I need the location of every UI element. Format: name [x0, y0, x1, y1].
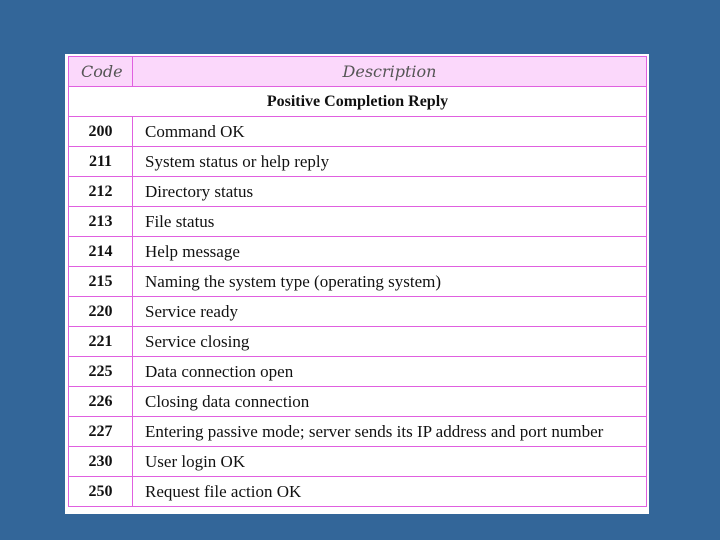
- reply-description: Service closing: [133, 327, 647, 357]
- table-row: [69, 357, 647, 387]
- table-row: [69, 297, 647, 327]
- reply-code: 220: [69, 297, 133, 327]
- table-row: [69, 327, 647, 357]
- table-row: [69, 147, 647, 177]
- table-row: [69, 207, 647, 237]
- table-row: [69, 117, 647, 147]
- table-header-row: [69, 57, 647, 87]
- reply-description: Data connection open: [133, 357, 647, 387]
- reply-code: 227: [69, 417, 133, 447]
- reply-code: 230: [69, 447, 133, 477]
- header-description: Description: [133, 57, 647, 87]
- reply-description: System status or help reply: [133, 147, 647, 177]
- reply-code: 212: [69, 177, 133, 207]
- slide-panel: [65, 54, 649, 514]
- ftp-reply-codes-table: [68, 56, 647, 507]
- table-row: [69, 237, 647, 267]
- reply-code: 211: [69, 147, 133, 177]
- reply-description: File status: [133, 207, 647, 237]
- reply-code: 226: [69, 387, 133, 417]
- reply-code: 221: [69, 327, 133, 357]
- section-title: Positive Completion Reply: [69, 87, 647, 117]
- header-code: Code: [69, 57, 133, 87]
- reply-description: Request file action OK: [133, 477, 647, 507]
- reply-code: 214: [69, 237, 133, 267]
- reply-description: Command OK: [133, 117, 647, 147]
- reply-code: 213: [69, 207, 133, 237]
- section-row: [69, 87, 647, 117]
- reply-code: 225: [69, 357, 133, 387]
- reply-code: 200: [69, 117, 133, 147]
- table-row: [69, 387, 647, 417]
- reply-description: Directory status: [133, 177, 647, 207]
- reply-description: Service ready: [133, 297, 647, 327]
- table-row: [69, 177, 647, 207]
- table-row: [69, 477, 647, 507]
- reply-description: User login OK: [133, 447, 647, 477]
- reply-description: Closing data connection: [133, 387, 647, 417]
- table-row: [69, 267, 647, 297]
- reply-description: Naming the system type (operating system): [133, 267, 647, 297]
- table-row: [69, 417, 647, 447]
- reply-description: Help message: [133, 237, 647, 267]
- reply-code: 250: [69, 477, 133, 507]
- reply-description: Entering passive mode; server sends its IP address and port number: [133, 417, 647, 447]
- table-row: [69, 447, 647, 477]
- reply-code: 215: [69, 267, 133, 297]
